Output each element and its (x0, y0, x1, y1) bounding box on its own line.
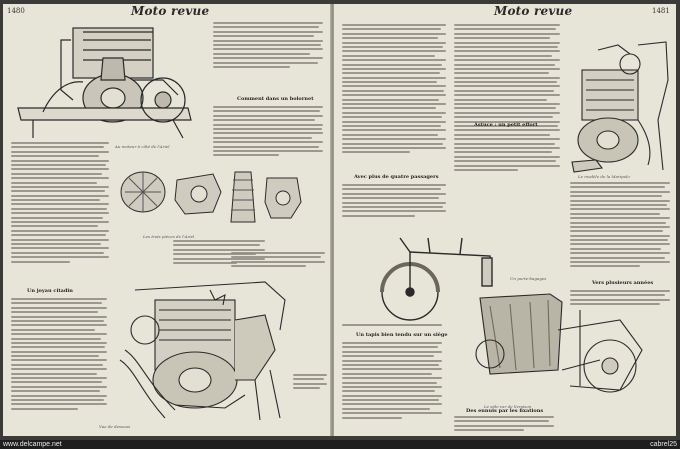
left-heading-2: Un joyau citadin (27, 288, 73, 294)
right-text-column-2 (454, 24, 560, 173)
left-text-column-left (11, 142, 109, 265)
right-text-column-1c (342, 324, 442, 328)
left-text-column-top (213, 22, 323, 70)
right-heading-5: Vers plusieurs années (592, 280, 654, 286)
left-caption-2: Les trois pièces de l'Ariel (143, 234, 195, 239)
right-heading-1: Astuce : un petit effort (474, 122, 538, 128)
footer-seller-name: cabrel25 (650, 441, 677, 448)
left-caption-1: Au moteur à côté de l'Ariel (115, 144, 170, 149)
left-masthead-title: Moto revue (131, 4, 210, 18)
right-text-column-3 (570, 182, 670, 270)
footer-bar (0, 440, 680, 449)
engine-illustration-top (13, 20, 198, 142)
left-heading-1: Comment dans un bolornet (237, 96, 314, 102)
left-page (3, 4, 331, 436)
left-text-column-tail (293, 374, 327, 392)
engine-illustration-right (568, 40, 672, 180)
right-page (334, 4, 676, 436)
right-heading-3: Un tapis bien tendu sur un siège (356, 332, 448, 338)
right-text-column-1 (342, 24, 446, 156)
right-masthead (494, 4, 572, 18)
right-heading-4: Des ennuis par les fixations (466, 408, 544, 414)
right-masthead-title: Moto revue (494, 4, 573, 18)
right-text-column-2b (454, 416, 554, 434)
right-caption-1: Le modèle de la Maripolo (578, 174, 630, 179)
right-page-number: 1481 (652, 7, 670, 15)
right-text-column-1d (342, 342, 442, 421)
right-heading-2: Avec plus de quatre passagers (354, 174, 439, 180)
engine-parts-illustration (115, 162, 305, 232)
right-caption-3: Le side-car de livraison (484, 404, 532, 409)
left-caption-3: Vue de dessous (99, 424, 131, 429)
engine-illustration-bottom (115, 270, 295, 430)
sidecar-illustration (470, 290, 650, 402)
left-masthead (131, 4, 209, 18)
right-text-column-1b (342, 184, 446, 219)
left-text-column-bottom (11, 298, 107, 412)
right-caption-2: Un porte-bagages (510, 276, 547, 281)
left-text-column-mid (213, 106, 323, 159)
left-text-column-right-small (231, 252, 325, 270)
left-page-number: 1480 (7, 7, 25, 15)
footer-source-link[interactable]: www.delcampe.net (3, 441, 62, 448)
